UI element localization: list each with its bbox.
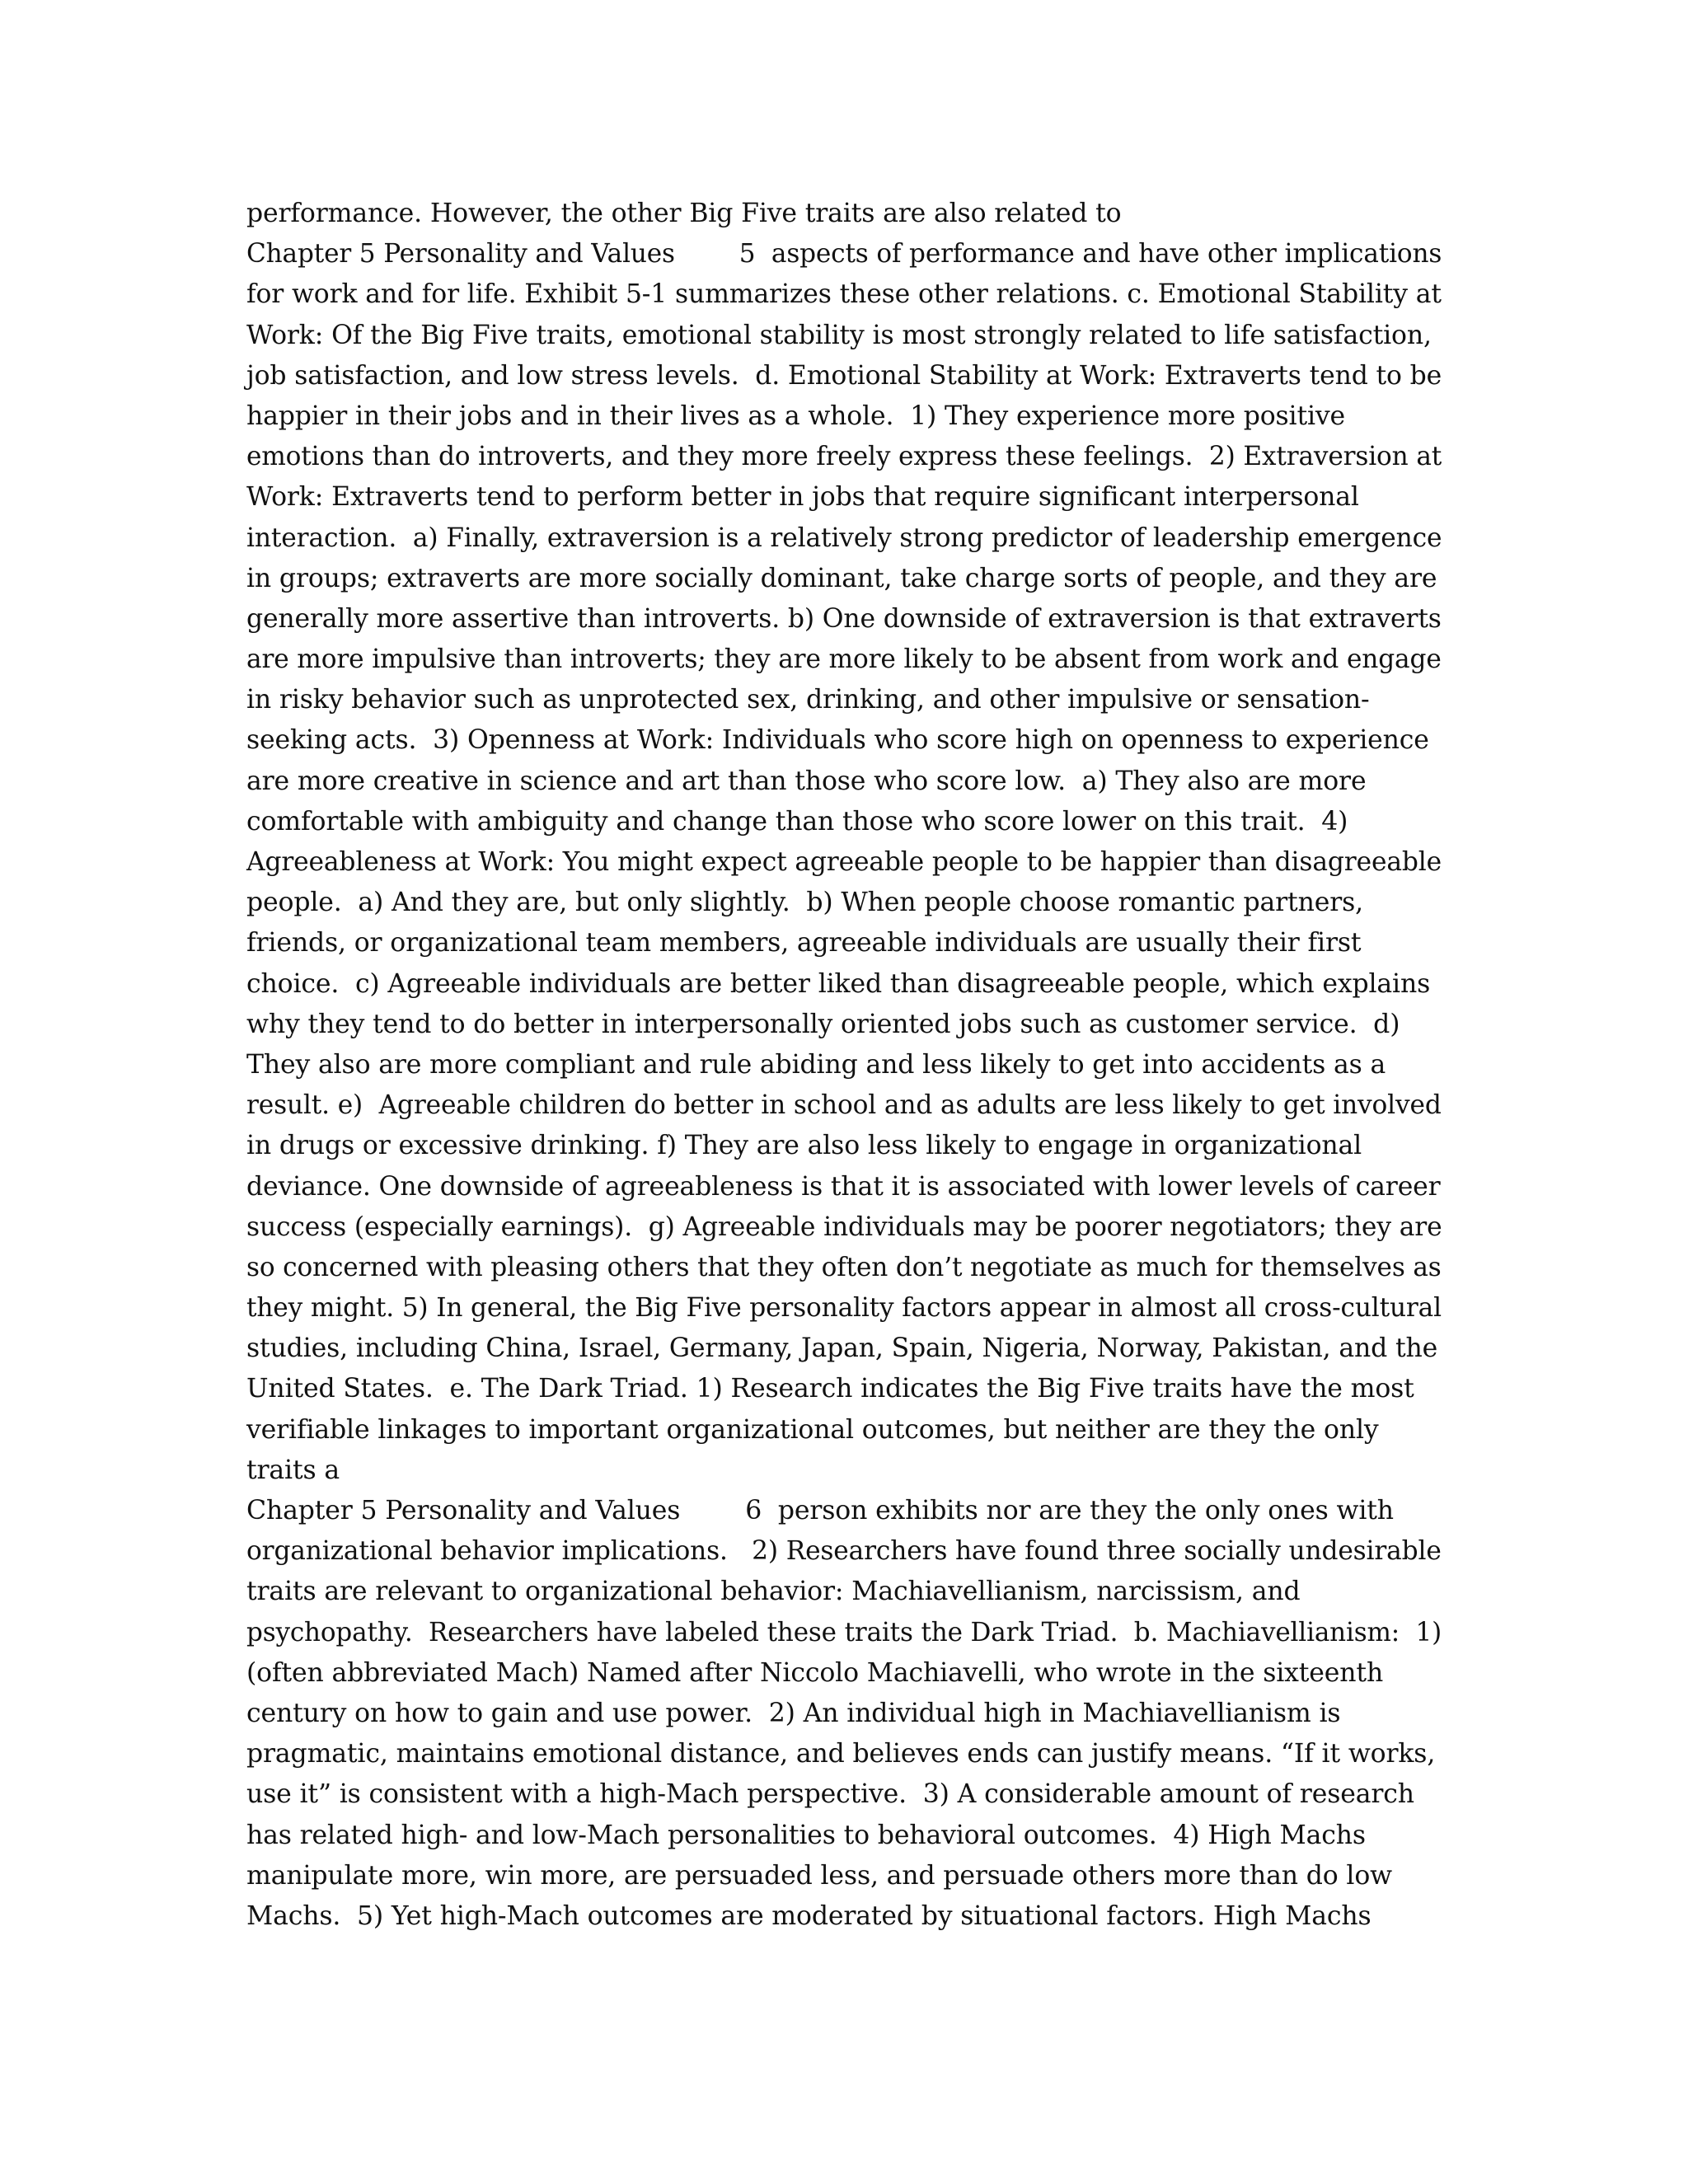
text-line: in drugs or excessive drinking. f) They are also less likely to engage in organizational — [246, 1131, 1362, 1161]
text-line: psychopathy. Researchers have labeled these traits the Dark Triad. b. Machiavellianism: 1) — [246, 1617, 1442, 1647]
text-line: has related high- and low-Mach personalities to behavioral outcomes. 4) High Machs — [246, 1820, 1366, 1850]
text-line: so concerned with pleasing others that they often don’t negotiate as much for themselves as — [246, 1252, 1442, 1282]
text-line: organizational behavior implications. 2) Researchers have found three socially undesirable — [246, 1536, 1442, 1567]
text-line: Work: Of the Big Five traits, emotional stability is most strongly related to life satisfaction, — [246, 320, 1432, 350]
text-line: are more impulsive than introverts; they are more likely to be absent from work and engage — [246, 644, 1442, 675]
text-line: Chapter 5 Personality and Values 6 person exhibits nor are they the only ones with — [246, 1496, 1394, 1526]
text-line: manipulate more, win more, are persuaded less, and persuade others more than do low — [246, 1860, 1392, 1891]
text-line: why they tend to do better in interpersonally oriented jobs such as customer service. d) — [246, 1009, 1400, 1039]
text-line: studies, including China, Israel, Germany, Japan, Spain, Nigeria, Norway, Pakistan, and the — [246, 1333, 1438, 1364]
text-line: traits are relevant to organizational behavior: Machiavellianism, narcissism, and — [246, 1577, 1301, 1607]
text-line: they might. 5) In general, the Big Five personality factors appear in almost all cross-cultural — [246, 1293, 1442, 1324]
text-line: in groups; extraverts are more socially dominant, take charge sorts of people, and they are — [246, 563, 1437, 593]
body-text — [246, 194, 1442, 1937]
text-line: in risky behavior such as unprotected sex, drinking, and other impulsive or sensation- — [246, 685, 1370, 715]
text-line: interaction. a) Finally, extraversion is a relatively strong predictor of leadership emergence — [246, 523, 1442, 553]
text-line: are more creative in science and art than those who score low. a) They also are more — [246, 766, 1367, 796]
text-line: people. a) And they are, but only slightly. b) When people choose romantic partners, — [246, 888, 1363, 918]
text-line: result. e) Agreeable children do better in school and as adults are less likely to get involved — [246, 1090, 1442, 1121]
text-line: United States. e. The Dark Triad. 1) Research indicates the Big Five traits have the most — [246, 1374, 1414, 1404]
text-line: choice. c) Agreeable individuals are better liked than disagreeable people, which explains — [246, 968, 1431, 999]
text-line: Work: Extraverts tend to perform better in jobs that require significant interpersonal — [246, 482, 1359, 513]
text-line: for work and for life. Exhibit 5-1 summarizes these other relations. c. Emotional Stability at — [246, 279, 1442, 310]
text-line: Chapter 5 Personality and Values 5 aspects of performance and have other implications — [246, 239, 1442, 269]
text-line: verifiable linkages to important organizational outcomes, but neither are they the only — [246, 1414, 1379, 1445]
text-line: Agreeableness at Work: You might expect agreeable people to be happier than disagreeable — [246, 847, 1442, 877]
text-line: use it” is consistent with a high-Mach perspective. 3) A considerable amount of research — [246, 1779, 1414, 1810]
text-line: friends, or organizational team members, agreeable individuals are usually their first — [246, 928, 1362, 958]
text-line: pragmatic, maintains emotional distance, and believes ends can justify means. “If it works, — [246, 1739, 1436, 1769]
text-line: job satisfaction, and low stress levels. d. Emotional Stability at Work: Extraverts tend to be — [246, 360, 1442, 391]
text-line: Machs. 5) Yet high-Mach outcomes are moderated by situational factors. High Machs — [246, 1900, 1372, 1931]
text-line: seeking acts. 3) Openness at Work: Individuals who score high on openness to experience — [246, 725, 1429, 756]
text-line: (often abbreviated Mach) Named after Niccolo Machiavelli, who wrote in the sixteenth — [246, 1657, 1384, 1688]
text-line: emotions than do introverts, and they more freely express these feelings. 2) Extraversion at — [246, 442, 1442, 472]
text-line: century on how to gain and use power. 2) An individual high in Machiavellianism is — [246, 1698, 1341, 1728]
text-line: They also are more compliant and rule abiding and less likely to get into accidents as a — [246, 1049, 1386, 1080]
text-line: generally more assertive than introverts. b) One downside of extraversion is that extraverts — [246, 603, 1442, 634]
text-line: deviance. One downside of agreeableness is that it is associated with lower levels of career — [246, 1171, 1441, 1202]
text-line: happier in their jobs and in their lives as a whole. 1) They experience more positive — [246, 401, 1346, 431]
text-line: success (especially earnings). g) Agreeable individuals may be poorer negotiators; they are — [246, 1212, 1442, 1242]
text-line: traits a — [246, 1455, 340, 1485]
text-line: performance. However, the other Big Five traits are also related to — [246, 199, 1122, 228]
text-line: comfortable with ambiguity and change than those who score lower on this trait. 4) — [246, 806, 1348, 837]
